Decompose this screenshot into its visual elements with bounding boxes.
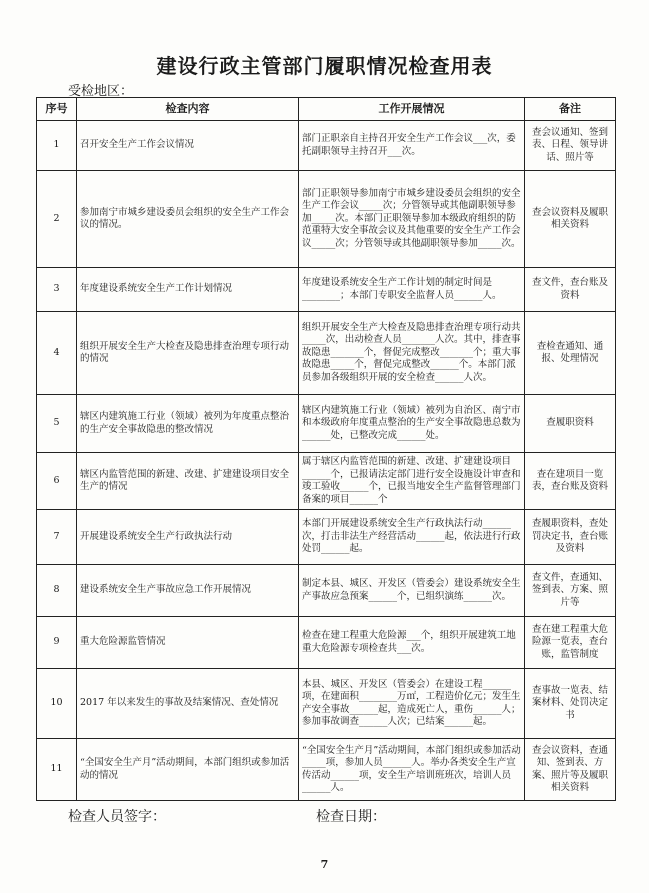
row-item: 年度建设系统安全生产工作计划情况: [77, 268, 299, 312]
row-item: 建设系统安全生产事故应急工作开展情况: [77, 565, 299, 617]
row-note: 查履职资料: [525, 395, 616, 453]
page-number: 7: [320, 858, 329, 871]
table-row: [37, 312, 616, 395]
table-row: [37, 171, 616, 268]
row-work: 检查在建工程重大危险源___个，组织开展建筑工地重大危险源专项检查共___次。: [299, 617, 525, 669]
row-note: 查文件，查通知、签到表、方案、照片等: [525, 565, 616, 617]
row-work: 本县、城区、开发区（管委会）在建设工程______项，在建面积________万㎡，工程造价亿元；发生生产安全事故______起，造成死亡人，重伤______人；参加事故调查______人次；已结案______起。: [299, 669, 525, 739]
header-note: 备注: [525, 98, 616, 121]
row-num: 2: [37, 171, 77, 268]
row-work: 部门正职亲自主持召开安全生产工作会议___次，委托副职领导主持召开___次。: [299, 121, 525, 171]
row-num: 4: [37, 312, 77, 395]
row-item: “全国安全生产月”活动期间，本部门组织或参加活动的情况: [77, 739, 299, 801]
row-item: 参加南宁市城乡建设委员会组织的安全生产工作会议的情况。: [77, 171, 299, 268]
row-item: 辖区内监管范围的新建、改建、扩建建设项目安全生产的情况: [77, 453, 299, 510]
row-note: 查在建项目一览表，查台账及资料: [525, 453, 616, 510]
row-work: 部门正职领导参加南宁市城乡建设委员会组织的安全生产工作会议_____次；分管领导或其他副职领导参加_____次。本部门正职领导参加本级政府组织的防范重特大安全事故会议及其他重要的安全生产工作会议_____次；分管领导或其他副职领导参加_____次。: [299, 171, 525, 268]
row-item: 重大危险源监管情况: [77, 617, 299, 669]
row-work: 组织开展安全生产大检查及隐患排查治理专项行动共_____次，出动检查人员_______人次。其中，排查事故隐患_______个，督促完成整改_______个；重大事故隐患_____个，督促完成整改______个。本部门派员参加各级组织开展的安全检查______人次。: [299, 312, 525, 395]
table-row: [37, 510, 616, 565]
row-num: 3: [37, 268, 77, 312]
table-row: [37, 617, 616, 669]
row-num: 9: [37, 617, 77, 669]
inspection-table: [36, 97, 616, 801]
row-work: 属于辖区内监管范围的新建、改建、扩建建设项目______个，已报请法定部门进行安全设施设计审查和竣工验收______个，已报当地安全生产监督管理部门备案的项目______个: [299, 453, 525, 510]
row-note: 查文件，查台账及资料: [525, 268, 616, 312]
row-num: 1: [37, 121, 77, 171]
row-item: 开展建设系统安全生产行政执法行动: [77, 510, 299, 565]
page-title: 建设行政主管部门履职情况检查用表: [156, 54, 493, 78]
row-num: 5: [37, 395, 77, 453]
row-work: “全国安全生产月”活动期间，本部门组织或参加活动_____项，参加人员______人。举办各类安全生产宣传活动______项，安全生产培训班班次，培训人员______人。: [299, 739, 525, 801]
row-item: 召开安全生产工作会议情况: [77, 121, 299, 171]
row-work: 年度建设系统安全生产工作计划的制定时间是________；本部门专职安全监督人员______人。: [299, 268, 525, 312]
inspection-date-label: 检查日期：: [316, 809, 386, 825]
row-item: 2017 年以来发生的事故及结案情况、查处情况: [77, 669, 299, 739]
row-item: 组织开展安全生产大检查及隐患排查治理专项行动的情况: [77, 312, 299, 395]
row-item: 辖区内建筑施工行业（领域）被列为年度重点整治的生产安全事故隐患的整改情况: [77, 395, 299, 453]
row-work: 本部门开展建设系统安全生产行政执法行动______次，打击非法生产经营活动______起，依法进行行政处罚______起。: [299, 510, 525, 565]
row-num: 8: [37, 565, 77, 617]
table-row: [37, 395, 616, 453]
inspector-signature-label: 检查人员签字：: [68, 809, 166, 825]
row-note: 查会议资料及履职相关资料: [525, 171, 616, 268]
row-note: 查会议通知、签到表、日程、领导讲话、照片等: [525, 121, 616, 171]
row-num: 6: [37, 453, 77, 510]
row-note: 查在建工程重大危险源一览表，查台账，监管制度: [525, 617, 616, 669]
row-note: 查会议资料，查通知、签到表、方案、照片等及履职相关资料: [525, 739, 616, 801]
header-work: 工作开展情况: [299, 98, 525, 121]
row-work: 辖区内建筑施工行业（领域）被列为自治区、南宁市和本级政府年度重点整治的生产安全事故隐患总数为______处，已整改完成______处。: [299, 395, 525, 453]
header-item: 检查内容: [77, 98, 299, 121]
row-note: 查检查通知、通报、处理情况: [525, 312, 616, 395]
table-row: [37, 565, 616, 617]
region-label: 受检地区：: [68, 84, 134, 99]
row-num: 11: [37, 739, 77, 801]
table-row: [37, 739, 616, 801]
table-row: [37, 121, 616, 171]
row-num: 10: [37, 669, 77, 739]
table-header-row: [37, 98, 616, 121]
row-work: 制定本县、城区、开发区（管委会）建设系统安全生产事故应急预案______个，已组织演练______次。: [299, 565, 525, 617]
row-num: 7: [37, 510, 77, 565]
row-note: 查事故一览表、结案材料、处罚决定书: [525, 669, 616, 739]
table-row: [37, 268, 616, 312]
table-row: [37, 669, 616, 739]
table-row: [37, 453, 616, 510]
row-note: 查履职资料，查处罚决定书，查台账及资料: [525, 510, 616, 565]
header-num: 序号: [37, 98, 77, 121]
